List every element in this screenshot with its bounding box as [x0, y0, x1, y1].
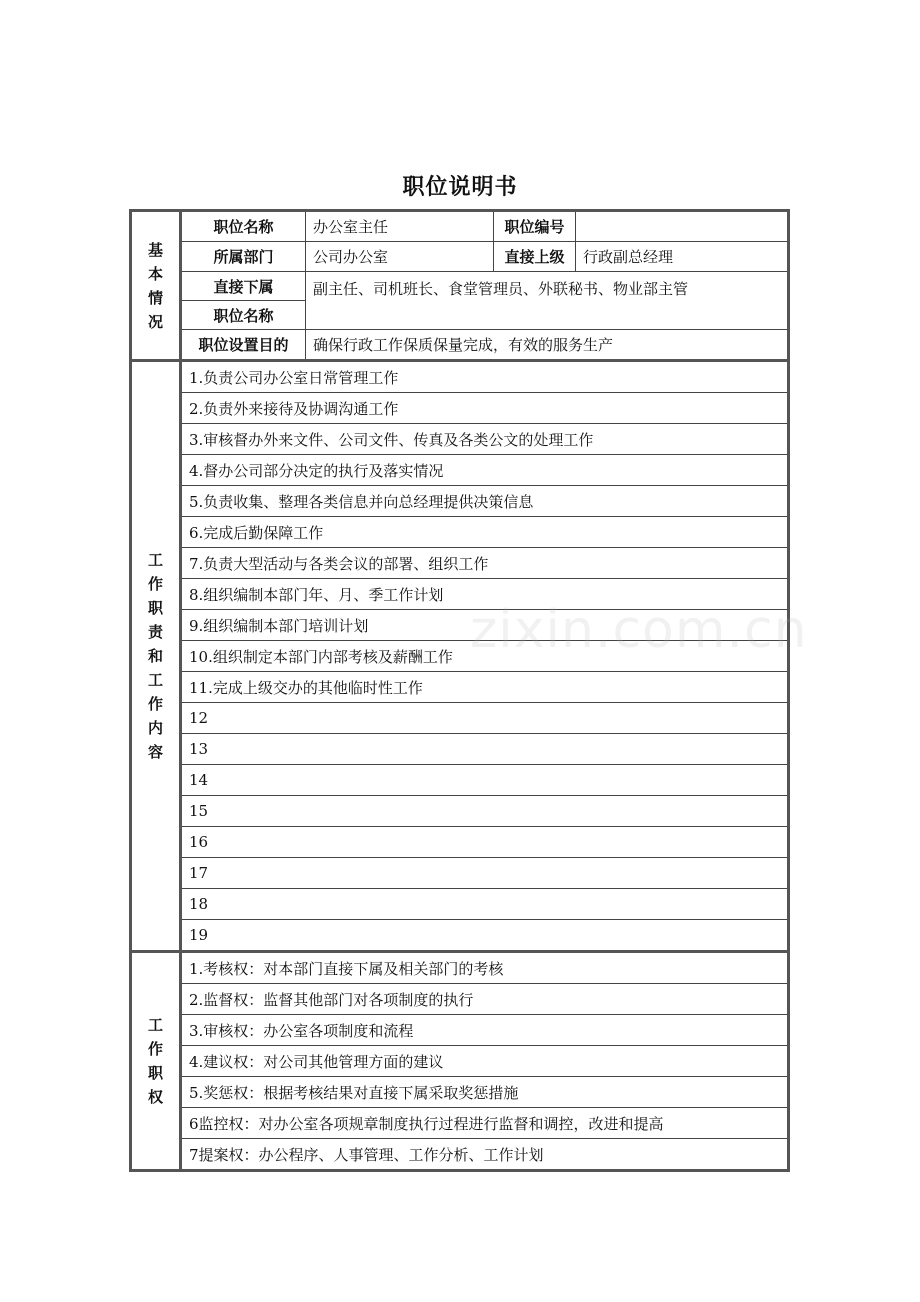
section-duties: 工作职责和工作内容: [131, 361, 181, 952]
list-item: 13: [181, 734, 789, 765]
row-purpose: [131, 330, 789, 361]
list-item: 14: [181, 765, 789, 796]
list-item: 10.组织制定本部门内部考核及薪酬工作: [181, 641, 789, 672]
list-item: 16: [181, 827, 789, 858]
list-item: 1.负责公司办公室日常管理工作: [181, 361, 789, 393]
authority-row: [131, 1015, 789, 1046]
list-item: 1.考核权：对本部门直接下属及相关部门的考核: [181, 952, 789, 984]
duty-row: [131, 703, 789, 734]
duty-row: [131, 610, 789, 641]
list-item: 2.监督权：监督其他部门对各项制度的执行: [181, 984, 789, 1015]
department-label: 所属部门: [181, 242, 306, 272]
authority-row: [131, 1046, 789, 1077]
duty-row: [131, 455, 789, 486]
duty-row: [131, 486, 789, 517]
list-item: 11.完成上级交办的其他临时性工作: [181, 672, 789, 703]
duty-row: [131, 672, 789, 703]
superior-label: 直接上级: [494, 242, 576, 272]
authority-row: [131, 984, 789, 1015]
list-item: 6监控权：对办公室各项规章制度执行过程进行监督和调控，改进和提高: [181, 1108, 789, 1139]
subordinates-value: 副主任、司机班长、食堂管理员、外联秘书、物业部主管: [306, 272, 789, 330]
position-name-label: 职位名称: [181, 211, 306, 242]
department-value: 公司办公室: [306, 242, 494, 272]
list-item: 7提案权：办公程序、人事管理、工作分析、工作计划: [181, 1139, 789, 1171]
list-item: 3.审核权：办公室各项制度和流程: [181, 1015, 789, 1046]
job-description-table: [129, 209, 790, 1172]
list-item: 18: [181, 889, 789, 920]
duty-row: [131, 361, 789, 393]
purpose-label: 职位设置目的: [181, 330, 306, 361]
list-item: 4.建议权：对公司其他管理方面的建议: [181, 1046, 789, 1077]
duty-row: [131, 827, 789, 858]
subordinates-label-2: 职位名称: [181, 301, 306, 330]
list-item: 6.完成后勤保障工作: [181, 517, 789, 548]
list-item: 7.负责大型活动与各类会议的部署、组织工作: [181, 548, 789, 579]
row-subordinates: [131, 272, 789, 301]
list-item: 15: [181, 796, 789, 827]
list-item: 4.督办公司部分决定的执行及落实情况: [181, 455, 789, 486]
duty-row: [131, 920, 789, 952]
position-code-value: [576, 211, 789, 242]
duty-row: [131, 641, 789, 672]
list-item: 3.审核督办外来文件、公司文件、传真及各类公文的处理工作: [181, 424, 789, 455]
duty-row: [131, 548, 789, 579]
list-item: 2.负责外来接待及协调沟通工作: [181, 393, 789, 424]
list-item: 17: [181, 858, 789, 889]
position-name-value: 办公室主任: [306, 211, 494, 242]
duty-row: [131, 889, 789, 920]
superior-value: 行政副总经理: [576, 242, 789, 272]
duty-row: [131, 579, 789, 610]
list-item: 9.组织编制本部门培训计划: [181, 610, 789, 641]
duty-row: [131, 858, 789, 889]
purpose-value: 确保行政工作保质保量完成，有效的服务生产: [306, 330, 789, 361]
authority-row: [131, 1139, 789, 1171]
page-title: 职位说明书: [402, 175, 518, 200]
row-position-name: [131, 211, 789, 242]
list-item: 12: [181, 703, 789, 734]
duty-row: [131, 517, 789, 548]
duty-row: [131, 424, 789, 455]
section-authority: 工作职权: [131, 952, 181, 1171]
duty-row: [131, 734, 789, 765]
authority-row: [131, 952, 789, 984]
authority-row: [131, 1108, 789, 1139]
list-item: 19: [181, 920, 789, 952]
list-item: 5.奖惩权：根据考核结果对直接下属采取奖惩措施: [181, 1077, 789, 1108]
duty-row: [131, 796, 789, 827]
subordinates-label-1: 直接下属: [181, 272, 306, 301]
position-code-label: 职位编号: [494, 211, 576, 242]
list-item: 5.负责收集、整理各类信息并向总经理提供决策信息: [181, 486, 789, 517]
watermark: zixin.com.cn: [470, 600, 808, 660]
duty-row: [131, 765, 789, 796]
row-department: [131, 242, 789, 272]
duty-row: [131, 393, 789, 424]
section-basic-info: 基本情况: [131, 211, 181, 361]
authority-row: [131, 1077, 789, 1108]
list-item: 8.组织编制本部门年、月、季工作计划: [181, 579, 789, 610]
